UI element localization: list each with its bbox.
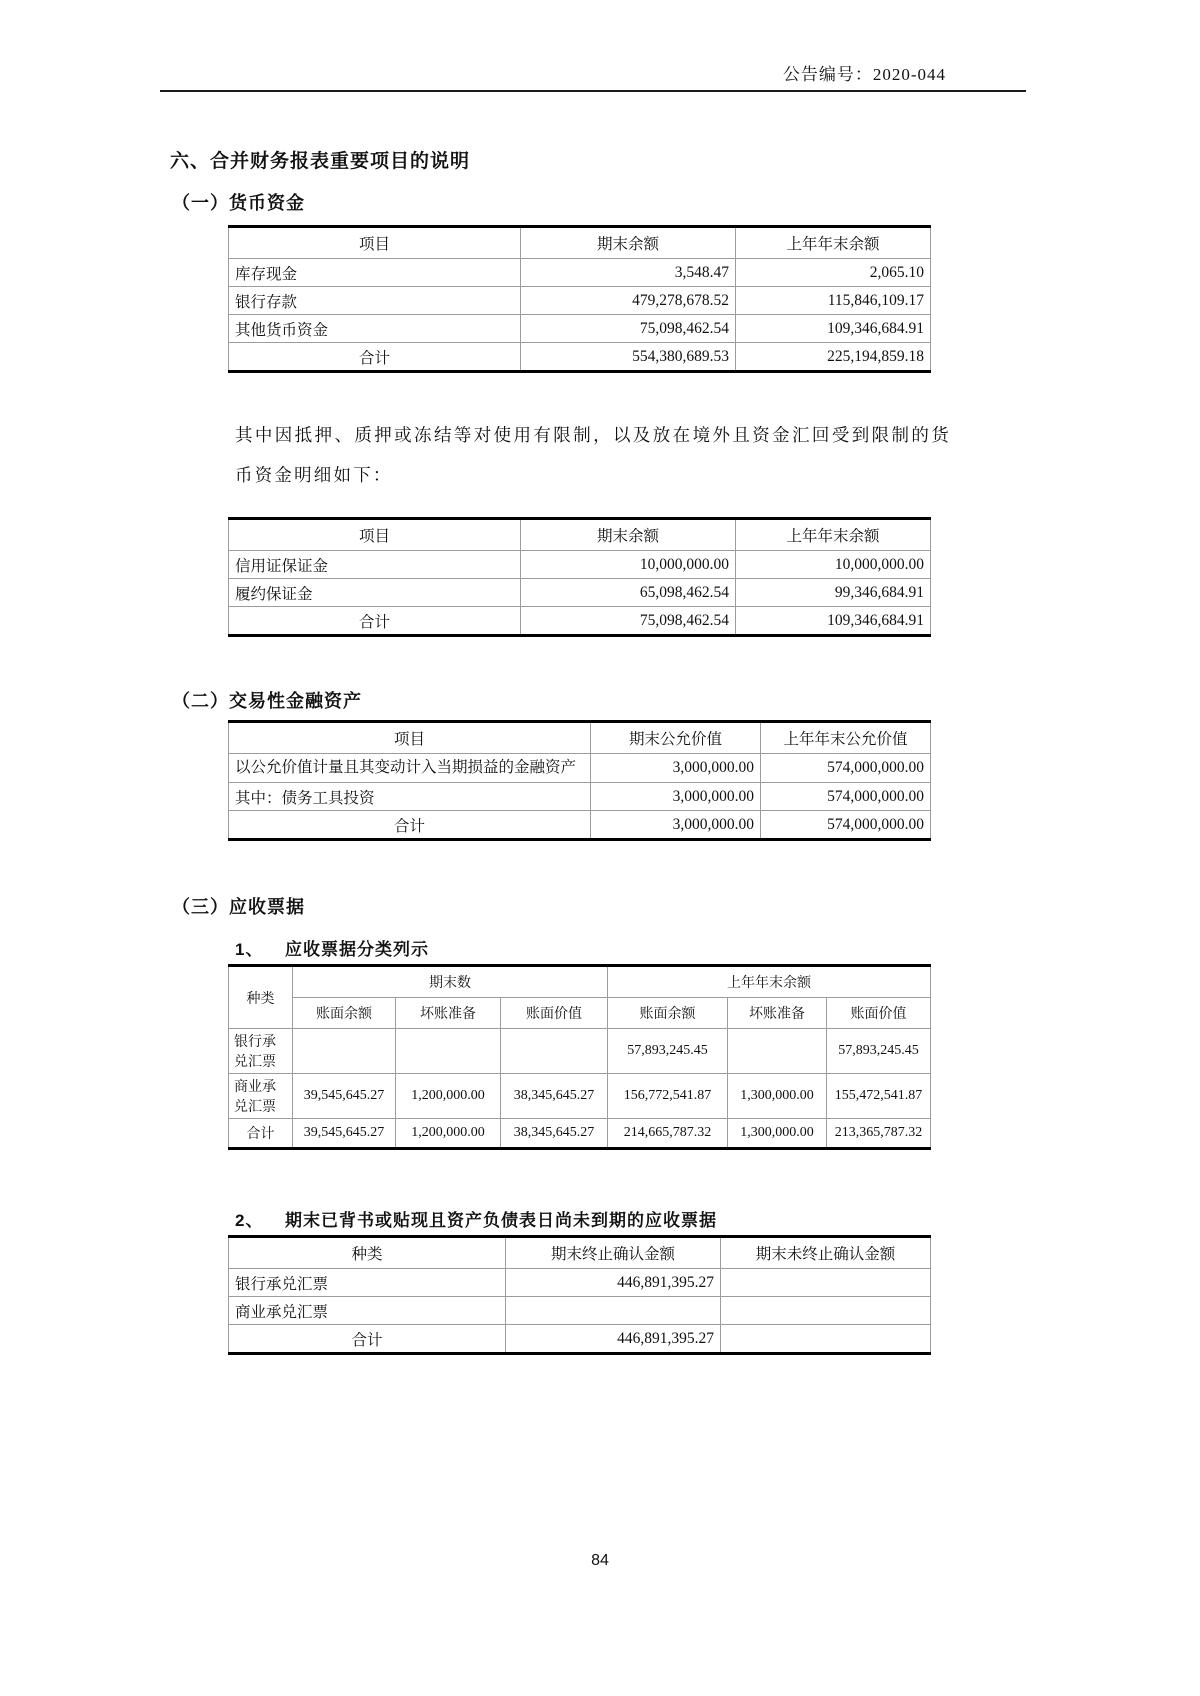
value-cell [721, 1297, 931, 1325]
table-row [229, 287, 931, 315]
table-row [229, 1074, 931, 1119]
row-label: 库存现金 [229, 259, 521, 287]
subheader-cell: 账面价值 [501, 998, 608, 1029]
table-row [229, 783, 931, 811]
subheader-cell: 坏账准备 [396, 998, 501, 1029]
value-cell: 3,000,000.00 [591, 754, 761, 783]
cash-table [228, 225, 931, 373]
section-2-heading: （二）交易性金融资产 [172, 691, 362, 711]
value-cell: 155,472,541.87 [827, 1074, 931, 1119]
row-label: 履约保证金 [229, 579, 521, 607]
header-cell: 项目 [229, 519, 521, 551]
total-row [229, 1119, 931, 1149]
value-cell: 213,365,787.32 [827, 1119, 931, 1149]
header-cell: 上年年末余额 [736, 227, 931, 259]
value-cell [501, 1029, 608, 1074]
subsection-3-1-heading [235, 935, 1026, 960]
row-label: 银行承兑汇票 [229, 1269, 506, 1297]
value-cell: 574,000,000.00 [761, 783, 931, 811]
page-number: 84 [591, 1552, 609, 1569]
row-label: 银行存款 [229, 287, 521, 315]
trading-assets-table [228, 720, 931, 841]
header-cell: 项目 [229, 722, 591, 754]
value-cell: 554,380,689.53 [521, 343, 736, 372]
group-header-cell: 期末数 [293, 966, 608, 998]
header-cell: 上年年末余额 [736, 519, 931, 551]
header-cell: 种类 [229, 1237, 506, 1269]
value-cell: 38,345,645.27 [501, 1119, 608, 1149]
table-header-row [229, 1237, 931, 1269]
total-label: 合计 [229, 343, 521, 372]
table-row [229, 259, 931, 287]
value-cell: 99,346,684.91 [736, 579, 931, 607]
table-row [229, 1269, 931, 1297]
row-label: 商业承兑汇票 [229, 1297, 506, 1325]
value-cell: 214,665,787.32 [608, 1119, 728, 1149]
table-header-row [229, 966, 931, 998]
value-cell: 75,098,462.54 [521, 607, 736, 636]
header-cell: 期末未终止确认金额 [721, 1237, 931, 1269]
row-label: 商业承兑汇票 [229, 1074, 293, 1119]
value-cell: 109,346,684.91 [736, 607, 931, 636]
value-cell: 39,545,645.27 [293, 1074, 396, 1119]
value-cell [293, 1029, 396, 1074]
value-cell: 65,098,462.54 [521, 579, 736, 607]
value-cell [721, 1325, 931, 1354]
row-label: 信用证保证金 [229, 551, 521, 579]
notes-receivable-class-table [228, 964, 931, 1150]
header-cell: 期末余额 [521, 227, 736, 259]
header-cell: 期末余额 [521, 519, 736, 551]
table-row [229, 1297, 931, 1325]
table-header-row [229, 722, 931, 754]
value-cell: 156,772,541.87 [608, 1074, 728, 1119]
value-cell: 3,548.47 [521, 259, 736, 287]
value-cell: 57,893,245.45 [827, 1029, 931, 1074]
subsection-number: 1、 [235, 940, 264, 960]
subheader-cell: 账面余额 [608, 998, 728, 1029]
value-cell: 479,278,678.52 [521, 287, 736, 315]
restricted-funds-table [228, 517, 931, 637]
row-label: 银行承兑汇票 [229, 1029, 293, 1074]
total-row [229, 343, 931, 372]
subheader-cell: 账面价值 [827, 998, 931, 1029]
value-cell [396, 1029, 501, 1074]
total-label: 合计 [229, 1325, 506, 1354]
group-header-cell: 上年年末余额 [608, 966, 931, 998]
subheader-cell: 坏账准备 [728, 998, 827, 1029]
header-cell: 上年年末公允价值 [761, 722, 931, 754]
notice-number: 公告编号：2020-044 [782, 65, 946, 84]
value-cell: 75,098,462.54 [521, 315, 736, 343]
table-header-row [229, 227, 931, 259]
value-cell [721, 1269, 931, 1297]
subheader-cell: 账面余额 [293, 998, 396, 1029]
table-subheader-row [229, 998, 931, 1029]
value-cell [506, 1297, 721, 1325]
value-cell: 2,065.10 [736, 259, 931, 287]
value-cell: 109,346,684.91 [736, 315, 931, 343]
section-3-heading: （三）应收票据 [172, 897, 305, 918]
value-cell: 3,000,000.00 [591, 783, 761, 811]
main-title: 六、合并财务报表重要项目的说明 [170, 151, 471, 172]
page-content [160, 0, 1026, 1355]
table-header-row [229, 519, 931, 551]
value-cell: 3,000,000.00 [591, 811, 761, 840]
table-row [229, 579, 931, 607]
table-row [229, 551, 931, 579]
total-row [229, 811, 931, 840]
value-cell: 574,000,000.00 [761, 754, 931, 783]
table-row [229, 1029, 931, 1074]
value-cell: 57,893,245.45 [608, 1029, 728, 1074]
value-cell: 1,300,000.00 [728, 1074, 827, 1119]
subsection-number: 2、 [235, 1211, 264, 1231]
table-row [229, 315, 931, 343]
restricted-funds-paragraph: 其中因抵押、质押或冻结等对使用有限制，以及放在境外且资金汇回受到限制的货币资金明细如下： [235, 425, 951, 485]
value-cell: 574,000,000.00 [761, 811, 931, 840]
value-cell: 10,000,000.00 [736, 551, 931, 579]
value-cell: 225,194,859.18 [736, 343, 931, 372]
value-cell: 1,200,000.00 [396, 1119, 501, 1149]
value-cell: 39,545,645.27 [293, 1119, 396, 1149]
subsection-3-2-heading [235, 1206, 1026, 1231]
total-row [229, 1325, 931, 1354]
row-label: 其他货币资金 [229, 315, 521, 343]
value-cell: 446,891,395.27 [506, 1269, 721, 1297]
subsection-title: 期末已背书或贴现且资产负债表日尚未到期的应收票据 [285, 1211, 717, 1231]
value-cell: 38,345,645.27 [501, 1074, 608, 1119]
table-row [229, 754, 931, 783]
endorsed-notes-table [228, 1235, 931, 1355]
corner-header-cell: 种类 [229, 966, 293, 1029]
total-label: 合计 [229, 811, 591, 840]
subsection-title: 应收票据分类列示 [285, 940, 429, 960]
value-cell: 10,000,000.00 [521, 551, 736, 579]
total-label: 合计 [229, 607, 521, 636]
value-cell [728, 1029, 827, 1074]
row-label: 其中：债务工具投资 [229, 783, 591, 811]
total-row [229, 607, 931, 636]
total-label: 合计 [229, 1119, 293, 1149]
header-cell: 期末公允价值 [591, 722, 761, 754]
value-cell: 1,300,000.00 [728, 1119, 827, 1149]
row-label: 以公允价值计量且其变动计入当期损益的金融资产 [229, 754, 591, 783]
value-cell: 446,891,395.27 [506, 1325, 721, 1354]
header-rule [160, 90, 1026, 92]
value-cell: 115,846,109.17 [736, 287, 931, 315]
value-cell: 1,200,000.00 [396, 1074, 501, 1119]
header-cell: 期末终止确认金额 [506, 1237, 721, 1269]
section-1-heading: （一）货币资金 [172, 193, 305, 213]
header-cell: 项目 [229, 227, 521, 259]
